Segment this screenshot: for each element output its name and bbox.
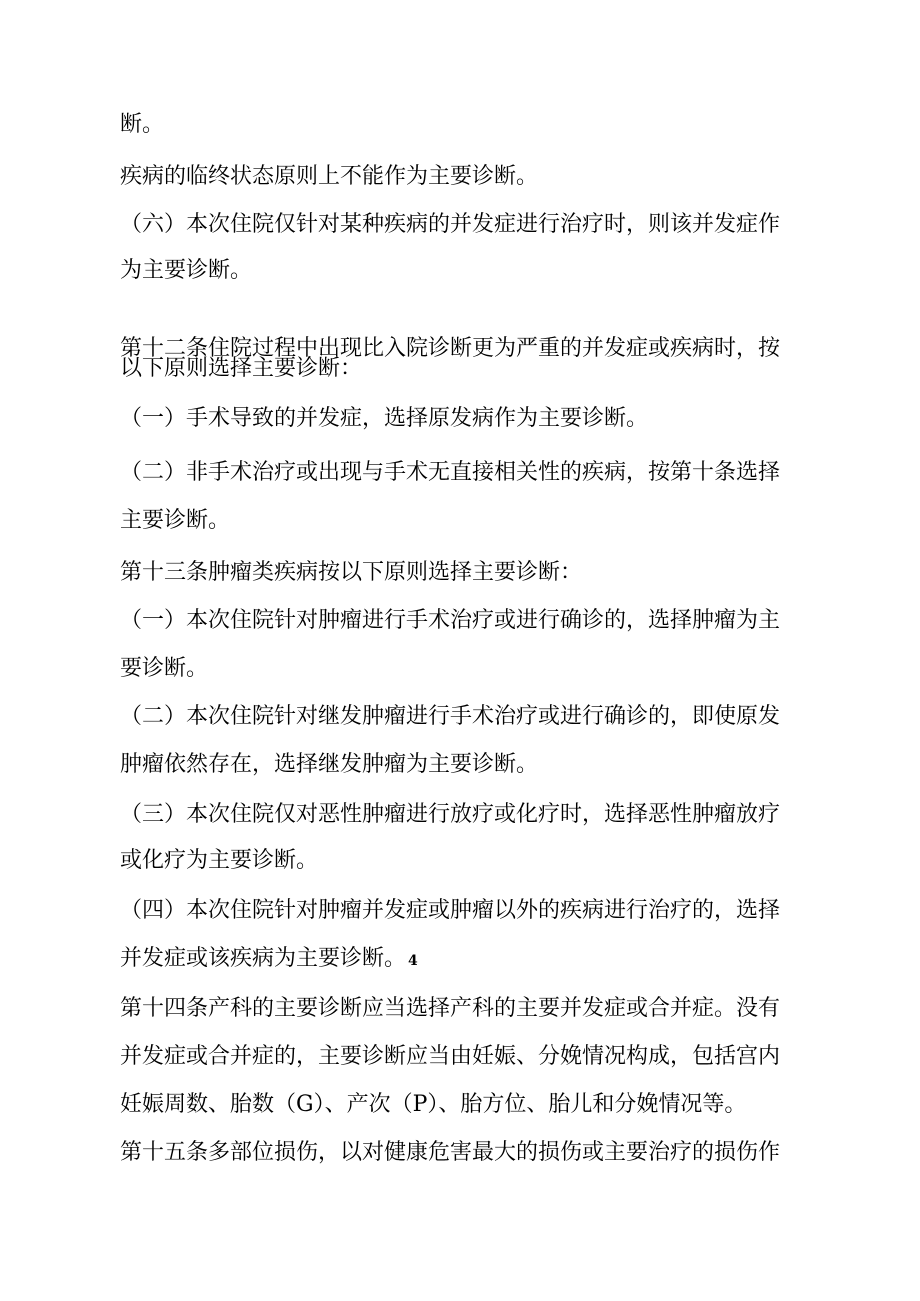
text-line: （一）手术导致的并发症，选择原发病作为主要诊断。 — [120, 406, 649, 431]
text-line: （一）本次住院针对肿瘤进行手术治疗或进行确诊的，选择肿瘤为主 — [120, 608, 781, 633]
text-line: 妊娠周数、胎数（G）、产次（P）、胎方位、胎儿和分娩情况等。 — [120, 1092, 747, 1117]
text-line: 第十二条住院过程中出现比入院诊断更为严重的并发症或疾病时，按 — [120, 336, 781, 361]
text-line: 断。 — [120, 112, 165, 137]
text-line: 肿瘤依然存在，选择继发肿瘤为主要诊断。 — [120, 752, 539, 777]
text-line: （六）本次住院仅针对某种疾病的并发症进行治疗时，则该并发症作 — [120, 212, 781, 237]
text-line: 第十五条多部位损伤，以对健康危害最大的损伤或主要治疗的损伤作 — [120, 1140, 781, 1165]
text-line: （二）本次住院针对继发肿瘤进行手术治疗或进行确诊的，即使原发 — [120, 704, 781, 729]
page-marker: 4 — [408, 953, 418, 969]
text-line: 要诊断。 — [120, 656, 209, 681]
text-line-with-page-marker — [120, 944, 820, 974]
text-line: 第十四条产科的主要诊断应当选择产科的主要并发症或合并症。没有 — [120, 996, 781, 1021]
text-line: （三）本次住院仅对恶性肿瘤进行放疗或化疗时，选择恶性肿瘤放疗 — [120, 802, 781, 827]
text-line: 并发症或该疾病为主要诊断。 — [120, 946, 407, 971]
text-line: 主要诊断。 — [120, 508, 231, 533]
text-line: 并发症或合并症的，主要诊断应当由妊娠、分娩情况构成，包括宫内 — [120, 1044, 781, 1069]
text-line: 第十三条肿瘤类疾病按以下原则选择主要诊断： — [120, 560, 583, 585]
text-line: （四）本次住院针对肿瘤并发症或肿瘤以外的疾病进行治疗的，选择 — [120, 898, 781, 923]
text-line: 为主要诊断。 — [120, 258, 253, 283]
text-line: 疾病的临终状态原则上不能作为主要诊断。 — [120, 164, 539, 189]
text-line: 以下原则选择主要诊断： — [120, 356, 363, 381]
text-line: 或化疗为主要诊断。 — [120, 848, 319, 873]
text-line: （二）非手术治疗或出现与手术无直接相关性的疾病，按第十条选择 — [120, 460, 781, 485]
